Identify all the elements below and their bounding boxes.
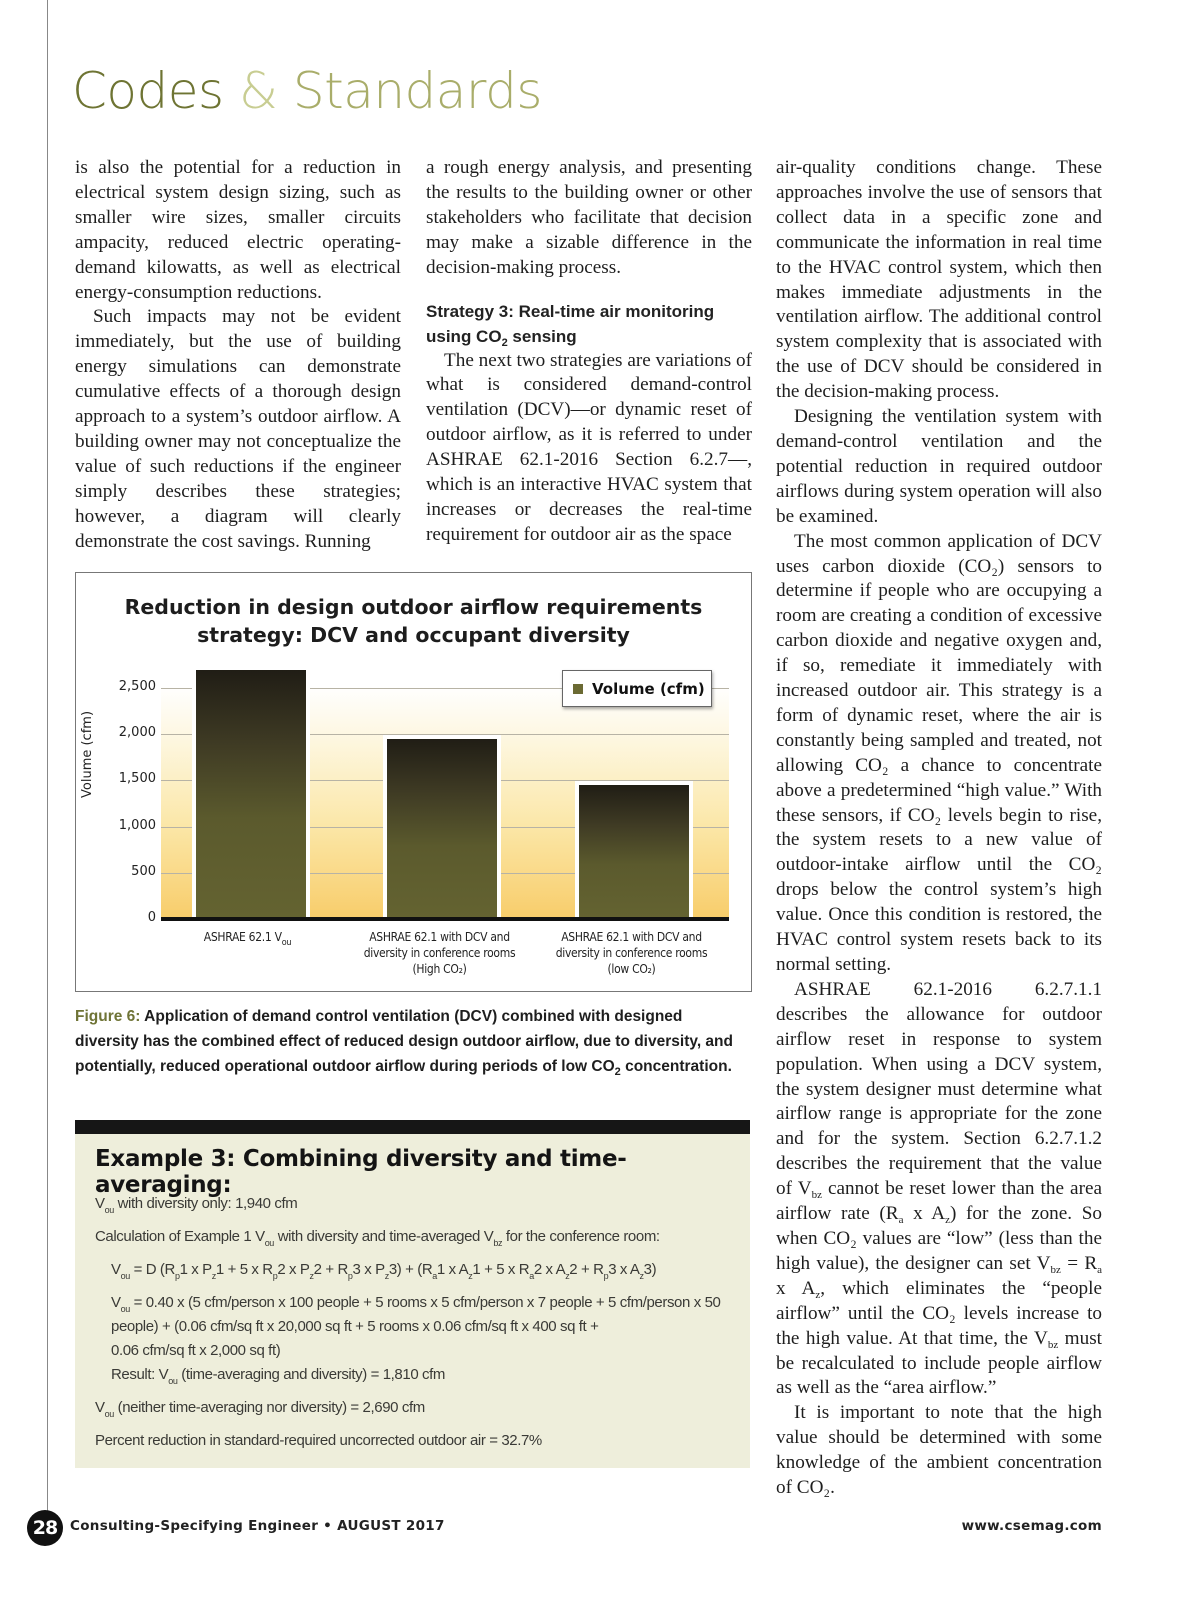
example-line — [95, 1396, 425, 1419]
section-title-codes: Codes — [72, 62, 239, 120]
subscript: a — [898, 1214, 904, 1227]
text: ASHRAE 62.1-2016 6.2.7.1.1 describes the allowance for outdoor airflow reset in response to system population. When using a DCV system, the system designer must determine what airflow range is appropriate for the zone and for the system. Section 6.2.7.1.2 describes the requirement that the value of V — [776, 978, 1102, 1200]
chart-legend — [562, 670, 712, 707]
example-line — [95, 1192, 297, 1215]
subheading-text: sensing — [507, 326, 577, 346]
bar-dcv-low-co2 — [579, 785, 689, 918]
paragraph: Designing the ventilation system with demand-control ventilation and the potential reduction in required outdoor airflows during system operation will also be examined. — [776, 406, 1102, 527]
text: Result: V — [111, 1366, 169, 1383]
paragraph: air-quality conditions change. These approaches involve the use of sensors that collect data in a specific zone and communicate the information in real time to the HVAC control system, which then makes immediate adjustments in the ventilation airflow. The additional control system complexity that is associated with the use of DCV should be considered in the decision-making process. — [776, 157, 1102, 403]
y-tick: 0 — [147, 910, 156, 925]
section-title — [72, 62, 542, 120]
chart-title — [76, 593, 751, 649]
text-column-3 — [776, 156, 1102, 1501]
paragraph: a rough energy analysis, and presenting the results to the building owner or other stakeholders who facilitate that decision may make a sizable difference in the decision-making process. — [426, 157, 752, 278]
paragraph: The most common application of DCV uses carbon dioxide (CO₂) sensors to determine if people who are occupying a room are creating a condition of excessive carbon dioxide and negative oxygen and, if so, remediate it immediately with increased outdoor air. This strategy is a form of dynamic reset, where the air is constantly being sampled and treated, not allowing CO₂ a chance to concentrate above a predetermined “high value.” With these sensors, if CO₂ levels begin to rise, the system resets to a new value of outdoor-intake airflow until the CO₂ drops below the control system’s high value. Once this condition is restored, the HVAC control system resets back to its normal setting. — [776, 530, 1102, 975]
text: = R — [1060, 1252, 1098, 1274]
section-title-amp: & — [238, 62, 278, 120]
subscript: bz — [493, 1238, 503, 1248]
figure-caption — [75, 1004, 747, 1079]
example-title: Example 3: Combining diversity and time-averaging: — [95, 1146, 627, 1198]
caption-text: Application of demand control ventilation (DCV) combined with designed diversity has the combined effect of reduced design outdoor airflow, due to diversity, and potentially, reduced operational outdoor airflow during periods of low CO — [75, 1008, 733, 1075]
paragraph: Such impacts may not be evident immediately, but the use of building energy simulations can demonstrate cumulative effects of a thorough design approach to a system’s outdoor airflow. A building owner may not conceptualize the value of such reductions if the engineer simply describes these strategies; however, a diagram will clearly demonstrate the cost savings. Running — [75, 306, 401, 552]
x-label-line: (High CO₂) — [412, 962, 467, 976]
publication-info: Consulting-Specifying Engineer • AUGUST 2017 — [70, 1518, 445, 1534]
subscript: ou — [264, 1238, 274, 1248]
text: V — [95, 1195, 105, 1212]
text: Calculation of Example 1 V — [95, 1228, 265, 1245]
text-column-1 — [75, 156, 401, 555]
chart-title-line-1: Reduction in design outdoor airflow requirements — [124, 595, 703, 619]
text-column-2 — [426, 156, 752, 548]
example-result — [111, 1363, 445, 1386]
example-top-bar — [75, 1120, 750, 1134]
subscript: bz — [811, 1189, 822, 1202]
text: = 0.40 x (5 cfm/person x 100 people + 5 rooms x 5 cfm/person x 7 people + 5 cfm/person x 50 — [133, 1294, 721, 1311]
text: V — [95, 1399, 105, 1416]
example-percent: Percent reduction in standard-required uncorrected outdoor air = 32.7% — [95, 1432, 542, 1449]
subscript: z — [945, 1214, 951, 1227]
caption-text: concentration. — [620, 1058, 732, 1075]
page-number: 28 — [27, 1510, 63, 1546]
x-label-line: ASHRAE 62.1 with DCV and — [369, 930, 510, 944]
x-axis-line — [161, 917, 729, 921]
y-tick: 1,000 — [118, 818, 156, 833]
paragraph: is also the potential for a reduction in electrical system design sizing, such as smaller wire sizes, smaller circuits ampacity, reduced electric operating-demand kilowatts, as well as electrical energy-consumption reductions. — [75, 157, 401, 303]
paragraph: The next two strategies are variations of what is considered demand-control ventilation (DCV)—or dynamic reset of outdoor airflow, as it is referred to under ASHRAE 62.1-2016 Section 6.2.7—, which is an interactive HVAC system that increases or decreases the real-time requirement for outdoor air as the space — [426, 349, 752, 545]
subheading-strategy-3 — [426, 299, 752, 349]
x-label-line: diversity in conference rooms — [363, 946, 516, 960]
text: with diversity and time-averaged V — [273, 1228, 494, 1245]
text: , which eliminates the “people airflow” until the CO₂ levels increase to the high value. At that time, the V — [776, 1277, 1102, 1349]
x-tick-label — [352, 929, 527, 977]
x-label-line: diversity in conference rooms — [555, 946, 708, 960]
subscript: ou — [104, 1205, 114, 1215]
text: (time-averaging and diversity) = 1,810 cfm — [177, 1366, 445, 1383]
text: x A — [903, 1203, 946, 1225]
text: must be recalculated to include people airflow as well as the “area airflow.” — [776, 1327, 1102, 1399]
legend-swatch — [573, 684, 583, 694]
x-label-text: ASHRAE 62.1 V — [203, 930, 282, 944]
subscript: ou — [104, 1409, 114, 1419]
paragraph: It is important to note that the high value should be determined with some knowledge of the ambient concentration of CO₂. — [776, 1402, 1102, 1499]
example-calc: 0.06 cfm/sq ft x 2,000 sq ft) — [111, 1342, 281, 1359]
x-tick-label — [544, 929, 719, 977]
example-3-box — [75, 1134, 750, 1468]
subscript: bz — [1047, 1338, 1059, 1351]
x-tick-label — [160, 929, 335, 948]
example-formula: $V_{ou} = D$ ($R_p1$ x $P_z1 + 5$ x $R_p2$ x $P_z2 + R_p3$ x $P_z3) + (R_a1$ x $A_z1 + 5$ x $R_a2$ x $A_z2 + R_p3$ x $A_z3$) — [111, 1261, 657, 1281]
subscript: ou — [281, 938, 292, 948]
paragraph — [776, 978, 1102, 1401]
subscript: 2 — [614, 1066, 621, 1078]
example-line — [95, 1225, 660, 1248]
text: with diversity only: 1,940 cfm — [113, 1195, 298, 1212]
plot-area — [161, 686, 729, 918]
text: x A — [776, 1277, 816, 1299]
section-title-standards: Standards — [277, 62, 542, 120]
subscript: 2 — [501, 336, 508, 349]
y-tick: 2,500 — [118, 679, 156, 694]
subscript: ou — [168, 1376, 178, 1386]
text: for the conference room: — [502, 1228, 660, 1245]
text: cannot be reset lower than the area airflow rate (R — [776, 1178, 1102, 1225]
subscript: bz — [1050, 1263, 1061, 1276]
legend-label: Volume (cfm) — [592, 679, 705, 698]
chart-title-line-2: strategy: DCV and occupant diversity — [197, 623, 630, 647]
x-label-line: (low CO₂) — [607, 962, 656, 976]
subscript: a — [1097, 1263, 1103, 1276]
y-axis-label: Volume (cfm) — [80, 710, 95, 798]
text: (neither time-averaging nor diversity) = 2,690 cfm — [113, 1399, 425, 1416]
text: ) for the zone. So when CO₂ values are “low” (less than the high value), the designer can set V — [776, 1203, 1102, 1274]
x-label-line: ASHRAE 62.1 with DCV and — [561, 930, 702, 944]
subscript: z — [815, 1288, 821, 1301]
example-calc: $V_{ou} = 0.40$ x (5 cfm/person x 100 people + 5 rooms x 5 cfm/person x 7 people + 5 cfm/person x 50 — [111, 1294, 721, 1314]
subheading-text: Strategy 3: Real-time air monitoring using CO — [426, 301, 715, 346]
bar-dcv-high-co2 — [387, 739, 497, 918]
bar-ashrae-vou — [196, 670, 306, 918]
example-calc: people) + (0.06 cfm/sq ft x 20,000 sq ft + 5 rooms x 0.06 cfm/sq ft x 400 sq ft + — [111, 1318, 599, 1335]
y-tick: 2,000 — [118, 725, 156, 740]
y-tick: 1,500 — [118, 771, 156, 786]
margin-rule — [47, 0, 48, 1520]
website-link[interactable]: www.csemag.com — [961, 1518, 1102, 1534]
figure-label: Figure 6: — [75, 1008, 141, 1025]
figure-6-chart — [75, 572, 752, 992]
y-tick: 500 — [131, 864, 156, 879]
